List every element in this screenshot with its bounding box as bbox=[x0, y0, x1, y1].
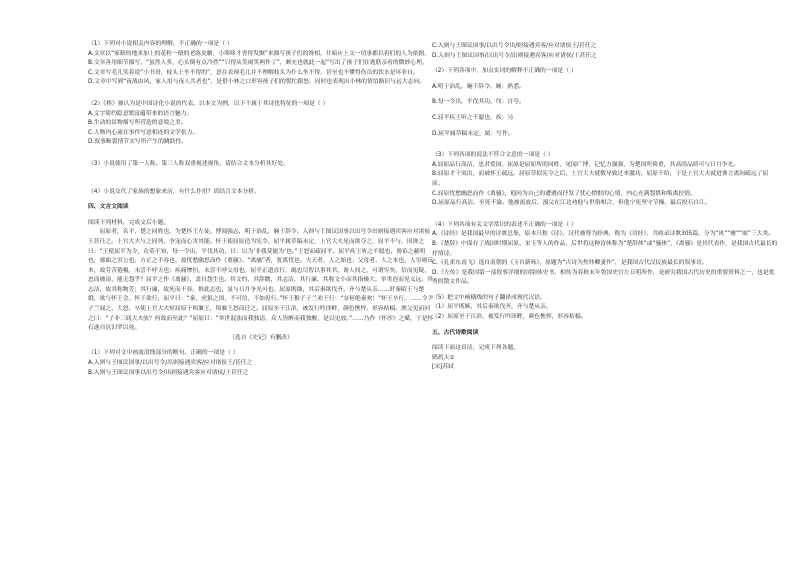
answer-option: B.文章善用细节描写，“虽然人多，心头倒有点冷然”“只得从笑闹笑两作了”，颇充也就此一起“写出了孩子们在逃筋亲看的微妙心理。 bbox=[88, 60, 428, 67]
answer-option: A.文章以“家制的地米加上的花粒一般的老陈皮糖，小哆哆才香得发颤”来描写孩子们的馋相，并暗应上文一切事都以着们的人为依据。 bbox=[88, 50, 431, 57]
translation-item: （1）屈平既嫉，其后秦欲伐齐，齐与楚从亲。 bbox=[432, 304, 552, 311]
section-intro: 阅读下列材料，完成文后小题。 bbox=[88, 219, 170, 226]
answer-option: D.入则与王图议国事/以出号令/出则接遇宾客/应对诸侯/王甚任之 bbox=[432, 52, 597, 59]
answer-option: B.《楚辞》中保存了战国时期屈原、宋玉等人的作品，后世将这种诗体称为“楚辞体”或“骚体”，《离骚》是其代表作，是我国古代最长的抒情诗。 bbox=[432, 240, 778, 257]
question-stem: （4）小说交代了家族的想象来历，有什么作用？请结合文本分析。 bbox=[88, 188, 260, 195]
answer-option: C.屈原忧愁幽思而作《离骚》，他因为自己的遭遇而抒发了忧心愤恨的心情，内心充满怨愤和叛离拉情。 bbox=[432, 190, 696, 197]
answer-option: B.每一令出，平伐其功。伐：自夸。 bbox=[432, 99, 525, 106]
section-heading: 五、古代诗歌阅读 bbox=[432, 329, 479, 336]
answer-option: C.《孔雀东南飞》选自南朝的《玉台新咏》，原题为“古诗为焦仲卿妻作”，是我国古代汉民族最长的叙事诗。 bbox=[432, 260, 708, 267]
answer-option: C.屈平疾王听之不聪也。疾：另 bbox=[432, 114, 514, 121]
answer-option: D.叙事断裂情节实写所产生的跳跃性。 bbox=[88, 139, 188, 146]
answer-option: D.屈原品行高洁，至死不渝。他被流放后，漫父在江边劝他与世俗相合，但他宁死坚守节操，最后投石自江。 bbox=[432, 200, 711, 207]
question-stem: （3）小说使用了第一人称、第三人称双重视述视角，请结合文本分析其好处。 bbox=[88, 160, 289, 167]
answer-option: B.入则与王图议国事以出号令/出则接遇宾客应对诸侯/王甚任之 bbox=[88, 369, 249, 376]
question-stem: （1）下列对小说相关内容的理解，不正确的一项是（ ） bbox=[88, 41, 233, 47]
question-stem: （5）把文中画横线的句子翻译成现代汉语。 bbox=[432, 294, 546, 301]
passage-source: （选自《史记》有删改） bbox=[229, 334, 293, 341]
question-stem: （3）下列各项的说法不符合文意的一项是（ ） bbox=[432, 152, 554, 159]
answer-option: B.生动的景物描写所营造的意境之美。 bbox=[88, 120, 187, 127]
answer-option: D.《左传》是我国第一部叙事详细的国别体史书，相传为春秋末年鲁国史官左丘明所作，是研究我国古代历史的重要资料之一，也是优秀的散文作品。 bbox=[432, 269, 775, 286]
answer-option: A.《诗经》是我国最早的诗歌总集，原本只称《诗》，汉代被尊为经典，称为《诗经》，共收录诗歌305篇，分为“风”“雅”“颂”三大类。 bbox=[432, 231, 775, 238]
question-stem: （2）《桥》被认为是中国诗化小说的代表，以本文为例，以下不属于其诗化特征的一项是（ ） bbox=[88, 100, 329, 107]
question-stem: （2）下列各项中，加点实词的解释不正确的一项是（ ） bbox=[432, 68, 577, 75]
answer-option: B.屈原才干突出，而被怀王疏远。屈原草拟宪令之后，上官大夫就数导致过来激功，屈原不给，于是上官大夫就进谗言离间疏远了屈原。 bbox=[432, 171, 769, 187]
question-stem: （4）下列各项有关文学常识的表述不正确的一项是（ ） bbox=[432, 221, 577, 228]
section-heading: 四、文言文阅读 bbox=[88, 204, 129, 211]
right-column bbox=[432, 42, 778, 373]
answer-option: A.入则与王图议国事/以出号令/出则接遇宾客/应对诸侯王/甚任之 bbox=[88, 360, 253, 367]
translation-item: （2）屈原至于江滨，被发行吟泽畔，颜色憔悴，形容枯槁。 bbox=[432, 314, 587, 321]
answer-option: D.屈平属草稿未定。属：写作。 bbox=[432, 130, 514, 137]
poem-title: 鹧鸪天① bbox=[432, 354, 455, 361]
answer-option: C.人物内心流在事件写意相连的文学张力。 bbox=[88, 129, 199, 136]
poem-author: [宋]苏轼 bbox=[432, 364, 454, 371]
answer-option: D.文章中写到“夜战由风，家人用与夜人共者也”，是借小林之口形容孩子们的慌忙跟怒，同时也表现出小林的情谊路识与远大志向。 bbox=[88, 79, 425, 86]
answer-option: C.入则与王图议国事/以出号令出/则接遇宾客/应对诸侯王/甚任之 bbox=[432, 43, 597, 49]
classical-passage: 屈原者，名平，楚之同姓也。为楚怀王左徒。博闻强志，明于治乱，娴于辞令。入则与王图议国事以出号令出则接遇宾客应对诸侯王甚任之。上官大夫与之同列，争宠而心害其能。怀王使屈原造为宪令，屈平属草稿未定，上官大夫见而欲夺之，屈平不与，因谗之曰：“王使屈平为令，众莫不知，每一令出，平伐其功，曰：以为‘非我莫能为’也。”王怒而疏屈平。屈平疾王听之不聪也，谗谄之蔽明也，邪曲之害公也，方正之不容也，故忧愁幽思而作《离骚》。“离骚”者，犹离忧也。夫天者，人之始也；父母者，人之本也。人穷则反本，故劳苦倦极，未尝不呼天也；疾痛惨怛，未尝不呼父母也。屈平正道直行，竭忠尽智以事其君，谗人间之，可谓穷矣。信而见疑，忠而被谤，能无怨乎？屈平之作《离骚》，盖自怨生也。其文约，其辞微，其志洁，其行廉，其称文小而其指极大，举类迩而见义远。其志洁，故其称物芳；其行廉，故死而不容。推此志也，虽与日月争光可也。屈原既绌，其后秦欲伐齐，齐与楚从亲……时秦昭王与楚婚，欲与怀王会。怀王欲行，屈平曰：“秦，虎狼之国，不可信，不如毋行。”怀王稚子子兰劝王行：“奈何绝秦欢！”怀王卒行。……令尹子兰闻之，大怒，卒使上官大夫短屈原于顷襄王，顷襄王怒而迁之。屈原至于江滨，被发行吟泽畔，颜色憔悴，形容枯槁。渔父见而问之曰：“子非三闾大夫欤？何故而至此？”屈原曰：“举世混浊而我独清，众人皆醉而我独醒，是以见放。”……乃作《怀沙》之赋，于是怀石遂自沉汨罗以死。 bbox=[88, 229, 434, 332]
answer-option: A.明于治乱，娴于辞令。娴：熟悉。 bbox=[432, 83, 525, 90]
left-column bbox=[88, 40, 434, 378]
answer-option: A.屈原品行高洁，忠君爱国。屈原是屈原所的同姓，见闻广博，记忆力强强，为楚国所倚重，其高尚品质可与日月争光。 bbox=[432, 161, 740, 168]
question-stem: （1）下列对文中画波浪线部分的断句，正确的一项是（ ） bbox=[88, 350, 239, 357]
section-intro: 阅读下面这首诗，完成下列各题。 bbox=[432, 345, 519, 352]
answer-option: A.文字简约隐意繁富蕴带来的语言魅力。 bbox=[88, 110, 193, 117]
answer-option: C.文章写毛儿笑着说“小书哥，枝头上坐不得的”，意在表现毛儿并不理解枝头为什么坐不得，甚至也不懂得伤员的饮水是坏非自。 bbox=[88, 69, 419, 76]
